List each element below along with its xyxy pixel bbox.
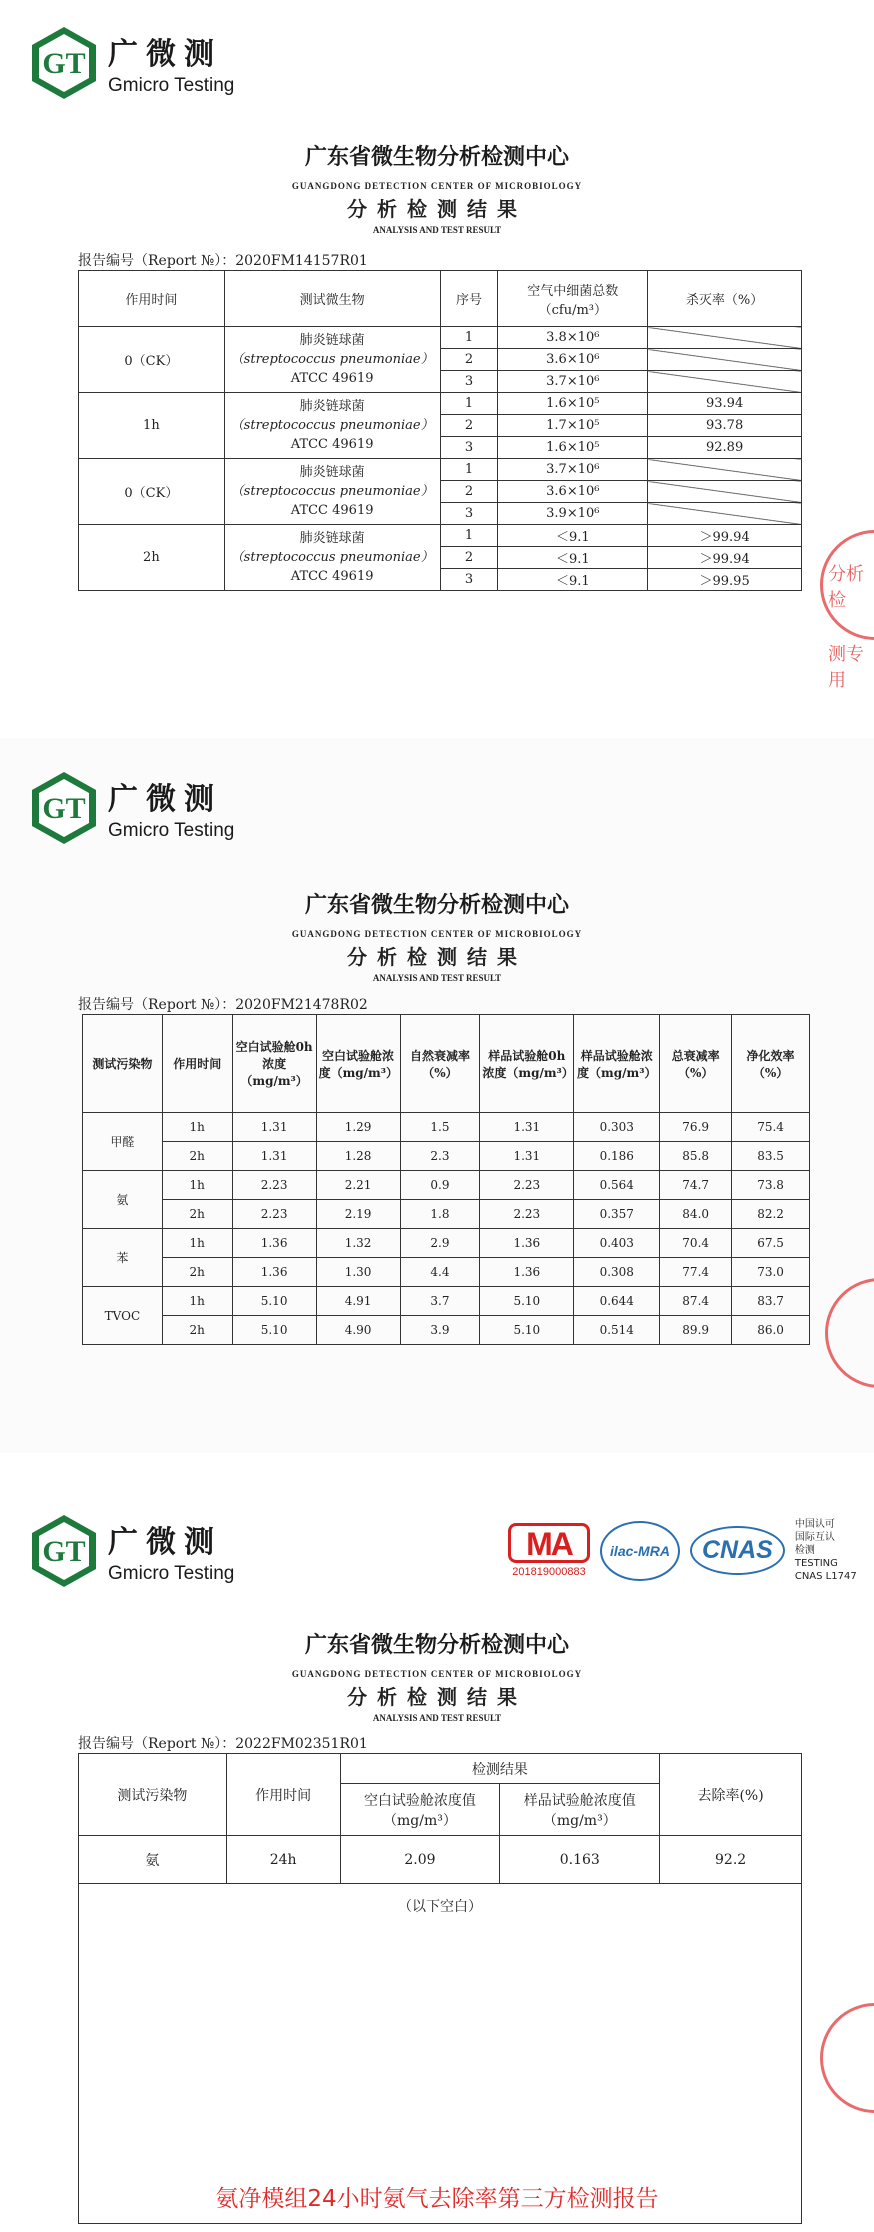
col-header: 空白试验舱浓度（mg/m³） [316,1015,400,1113]
table-row [83,1258,810,1287]
microbe-cell: 肺炎链球菌 （streptococcus pneumoniae） ATCC 49619 [224,393,440,459]
table-cell: 5.10 [480,1287,574,1316]
table-cell: 1h [162,1171,232,1200]
table-cell: 1h [162,1229,232,1258]
table-cell: 74.7 [660,1171,732,1200]
table-cell: 2.19 [316,1200,400,1229]
col-header: 空白试验舱0h浓度（mg/m³） [232,1015,316,1113]
table-cell: 0.9 [400,1171,480,1200]
table-cell: 1.28 [316,1142,400,1171]
stamp-text: 测专用 [828,644,864,691]
table-row [83,1113,810,1142]
col-header: 净化效率（%） [732,1015,810,1113]
table-cell: 70.4 [660,1229,732,1258]
count-cell: ＜9.1 [498,525,648,547]
report-header [0,888,874,983]
caption-band [0,705,874,738]
rate-cell: ＞99.94 [648,525,802,547]
svg-text:GT: GT [42,47,86,80]
table-cell: 0.186 [574,1142,660,1171]
seq-cell: 3 [440,569,498,591]
brand-logo [30,25,234,101]
time-cell: 0（CK） [79,459,225,525]
table-cell: 1.31 [232,1113,316,1142]
col-header: 样品试验舱0h浓度（mg/m³） [480,1015,574,1113]
report-panel-2 [0,738,874,1453]
report-number: 报告编号（Report №）：2022FM02351R01 [78,1736,368,1752]
brand-en: Gmicro Testing [108,75,235,96]
cma-number: 201819000883 [512,1566,586,1578]
rate-cell: 93.78 [648,415,802,437]
table-cell: 0.564 [574,1171,660,1200]
bacteria-table [78,270,802,591]
cma-logo: MA 201819000883 [508,1523,590,1578]
table-row [79,393,802,415]
rate-cell [648,459,802,481]
table-cell: 1.36 [232,1229,316,1258]
report-number: 报告编号（Report №）：2020FM14157R01 [78,253,368,269]
seq-cell: 1 [440,525,498,547]
result-title-en: ANALYSIS AND TEST RESULT [372,1713,502,1723]
table-cell: 2.23 [232,1200,316,1229]
table-cell: 75.4 [732,1113,810,1142]
svg-text:GT: GT [42,1535,86,1568]
rate-cell [648,327,802,349]
seq-cell: 2 [440,415,498,437]
count-cell: 3.6×10⁶ [498,349,648,371]
table-cell: 3.9 [400,1316,480,1345]
pollutant-cell: 苯 [83,1229,163,1287]
center-title: 广东省微生物分析检测中心 [304,145,569,170]
count-cell: ＜9.1 [498,547,648,569]
brand-cn: 广微测 [108,37,222,72]
table-cell: 4.90 [316,1316,400,1345]
brand-cn: 广微测 [108,1525,222,1560]
report-number: 报告编号（Report №）：2020FM21478R02 [78,997,368,1013]
pollutant-cell: 氨 [83,1171,163,1229]
table-cell: 氨 [79,1836,227,1884]
result-title: 分析检测结果 [347,197,527,221]
rate-cell: 92.89 [648,437,802,459]
col-header: 自然衰减率（%） [400,1015,480,1113]
table-cell: 3.7 [400,1287,480,1316]
blank-note: （以下空白） [79,1884,802,2224]
table-cell: 0.308 [574,1258,660,1287]
table-cell: 73.0 [732,1258,810,1287]
table-cell: 1.31 [480,1113,574,1142]
rate-cell: 93.94 [648,393,802,415]
time-cell: 0（CK） [79,327,225,393]
brand-en: Gmicro Testing [108,1563,235,1584]
table-cell: 0.644 [574,1287,660,1316]
purification-table [82,1014,810,1345]
rate-cell [648,481,802,503]
table-cell: 0.357 [574,1200,660,1229]
microbe-cell: 肺炎链球菌 （streptococcus pneumoniae） ATCC 49619 [224,525,440,591]
col-header: 样品试验舱浓度（mg/m³） [574,1015,660,1113]
table-cell: 2h [162,1258,232,1287]
certification-logos [508,1518,857,1583]
table-cell: 0.163 [500,1836,660,1884]
brand-cn: 广微测 [108,782,222,817]
table-cell: 24h [226,1836,340,1884]
table-cell: 76.9 [660,1113,732,1142]
table-row [83,1316,810,1345]
col-header: 序号 [440,271,498,327]
col-header: 杀灭率（%） [648,271,802,327]
report-panel-3 [0,1483,874,2232]
table-cell: 83.7 [732,1287,810,1316]
report-panel-1 [0,0,874,705]
count-cell: 3.7×10⁶ [498,371,648,393]
table-cell: 2h [162,1200,232,1229]
seq-cell: 1 [440,327,498,349]
table-row [83,1200,810,1229]
table-cell: 73.8 [732,1171,810,1200]
report-header [0,140,874,235]
brand-logo [30,1513,234,1589]
table-cell: 85.8 [660,1142,732,1171]
pollutant-cell: TVOC [83,1287,163,1345]
col-header: 总衰减率（%） [660,1015,732,1113]
rate-cell [648,503,802,525]
ammonia-table [78,1753,802,2224]
center-title-en: GUANGDONG DETECTION CENTER OF MICROBIOLOGY [291,929,583,939]
col-header: 作用时间 [79,271,225,327]
col-header: 去除率(%) [660,1754,802,1836]
table-cell: 4.91 [316,1287,400,1316]
rate-cell [648,349,802,371]
center-title: 广东省微生物分析检测中心 [304,1633,569,1658]
table-cell: 1.8 [400,1200,480,1229]
table-cell: 2.23 [232,1171,316,1200]
table-cell: 1.31 [480,1142,574,1171]
table-cell: 1h [162,1287,232,1316]
table-cell: 2.09 [340,1836,500,1884]
caption-2: 氨净模组24小时氨气去除率第三方检测报告 [215,2186,659,2212]
seq-cell: 2 [440,349,498,371]
col-header: 作用时间 [226,1754,340,1836]
table-cell: 83.5 [732,1142,810,1171]
brand-en: Gmicro Testing [108,820,235,841]
cnas-text: 中国认可 国际互认 检测 TESTING CNAS L1747 [794,1519,857,1582]
table-row [79,327,802,349]
col-header: 测试微生物 [224,271,440,327]
seq-cell: 3 [440,371,498,393]
seq-cell: 2 [440,547,498,569]
col-header: 样品试验舱浓度值 （mg/m³） [500,1784,660,1836]
gt-logo-icon [30,770,98,846]
table-cell: 0.514 [574,1316,660,1345]
seq-cell: 2 [440,481,498,503]
pollutant-cell: 甲醛 [83,1113,163,1171]
stamp-text: 分析检 [828,564,864,611]
table-row [83,1229,810,1258]
table-cell: 0.403 [574,1229,660,1258]
result-title-en: ANALYSIS AND TEST RESULT [372,973,502,983]
rate-cell: ＞99.95 [648,569,802,591]
seq-cell: 1 [440,459,498,481]
rate-cell: ＞99.94 [648,547,802,569]
col-header: 空气中细菌总数（cfu/m³） [498,271,648,327]
gt-logo-icon [30,25,98,101]
ilac-mra-logo: ilac-MRA [600,1521,680,1581]
table-cell: 1.36 [232,1258,316,1287]
center-title-en: GUANGDONG DETECTION CENTER OF MICROBIOLOGY [291,1669,583,1679]
count-cell: 1.7×10⁵ [498,415,648,437]
table-cell: 2.21 [316,1171,400,1200]
col-header: 检测结果 [340,1754,660,1784]
col-header: 测试污染物 [79,1754,227,1836]
table-row [83,1171,810,1200]
table-cell: 1.32 [316,1229,400,1258]
table-cell: 2h [162,1316,232,1345]
table-cell: 2.9 [400,1229,480,1258]
table-cell: 89.9 [660,1316,732,1345]
table-cell: 2.23 [480,1200,574,1229]
rate-cell [648,371,802,393]
result-title: 分析检测结果 [347,945,527,969]
count-cell: ＜9.1 [498,569,648,591]
col-header: 测试污染物 [83,1015,163,1113]
table-cell: 87.4 [660,1287,732,1316]
table-cell: 1.30 [316,1258,400,1287]
table-cell: 4.4 [400,1258,480,1287]
svg-text:GT: GT [42,792,86,825]
table-row [79,459,802,481]
microbe-cell: 肺炎链球菌 （streptococcus pneumoniae） ATCC 49619 [224,327,440,393]
table-cell: 86.0 [732,1316,810,1345]
count-cell: 3.7×10⁶ [498,459,648,481]
brand-logo [30,770,234,846]
center-title: 广东省微生物分析检测中心 [304,893,569,918]
table-cell: 1h [162,1113,232,1142]
count-cell: 3.6×10⁶ [498,481,648,503]
time-cell: 2h [79,525,225,591]
cnas-logo: CNAS [690,1526,785,1575]
table-row [79,525,802,547]
seq-cell: 3 [440,503,498,525]
table-cell: 5.10 [232,1287,316,1316]
table-cell: 5.10 [232,1316,316,1345]
table-cell: 2.3 [400,1142,480,1171]
result-title-en: ANALYSIS AND TEST RESULT [372,225,502,235]
seq-cell: 1 [440,393,498,415]
table-cell: 77.4 [660,1258,732,1287]
table-row [83,1287,810,1316]
table-row [83,1142,810,1171]
table-cell: 2h [162,1142,232,1171]
count-cell: 1.6×10⁵ [498,393,648,415]
count-cell: 1.6×10⁵ [498,437,648,459]
table-cell: 84.0 [660,1200,732,1229]
col-header: 空白试验舱浓度值 （mg/m³） [340,1784,500,1836]
table-cell: 67.5 [732,1229,810,1258]
center-title-en: GUANGDONG DETECTION CENTER OF MICROBIOLOGY [291,181,583,191]
table-cell: 1.31 [232,1142,316,1171]
gt-logo-icon [30,1513,98,1589]
table-cell: 1.36 [480,1229,574,1258]
table-cell: 2.23 [480,1171,574,1200]
red-stamp [820,2003,874,2113]
microbe-cell: 肺炎链球菌 （streptococcus pneumoniae） ATCC 49619 [224,459,440,525]
seq-cell: 3 [440,437,498,459]
result-title: 分析检测结果 [347,1685,527,1709]
time-cell: 1h [79,393,225,459]
red-stamp [825,1278,874,1388]
table-cell: 1.29 [316,1113,400,1142]
table-cell: 5.10 [480,1316,574,1345]
table-cell: 92.2 [660,1836,802,1884]
count-cell: 3.8×10⁶ [498,327,648,349]
table-cell: 1.5 [400,1113,480,1142]
count-cell: 3.9×10⁶ [498,503,648,525]
col-header: 作用时间 [162,1015,232,1113]
report-header [0,1628,874,1723]
table-cell: 1.36 [480,1258,574,1287]
table-cell: 0.303 [574,1113,660,1142]
table-cell: 82.2 [732,1200,810,1229]
